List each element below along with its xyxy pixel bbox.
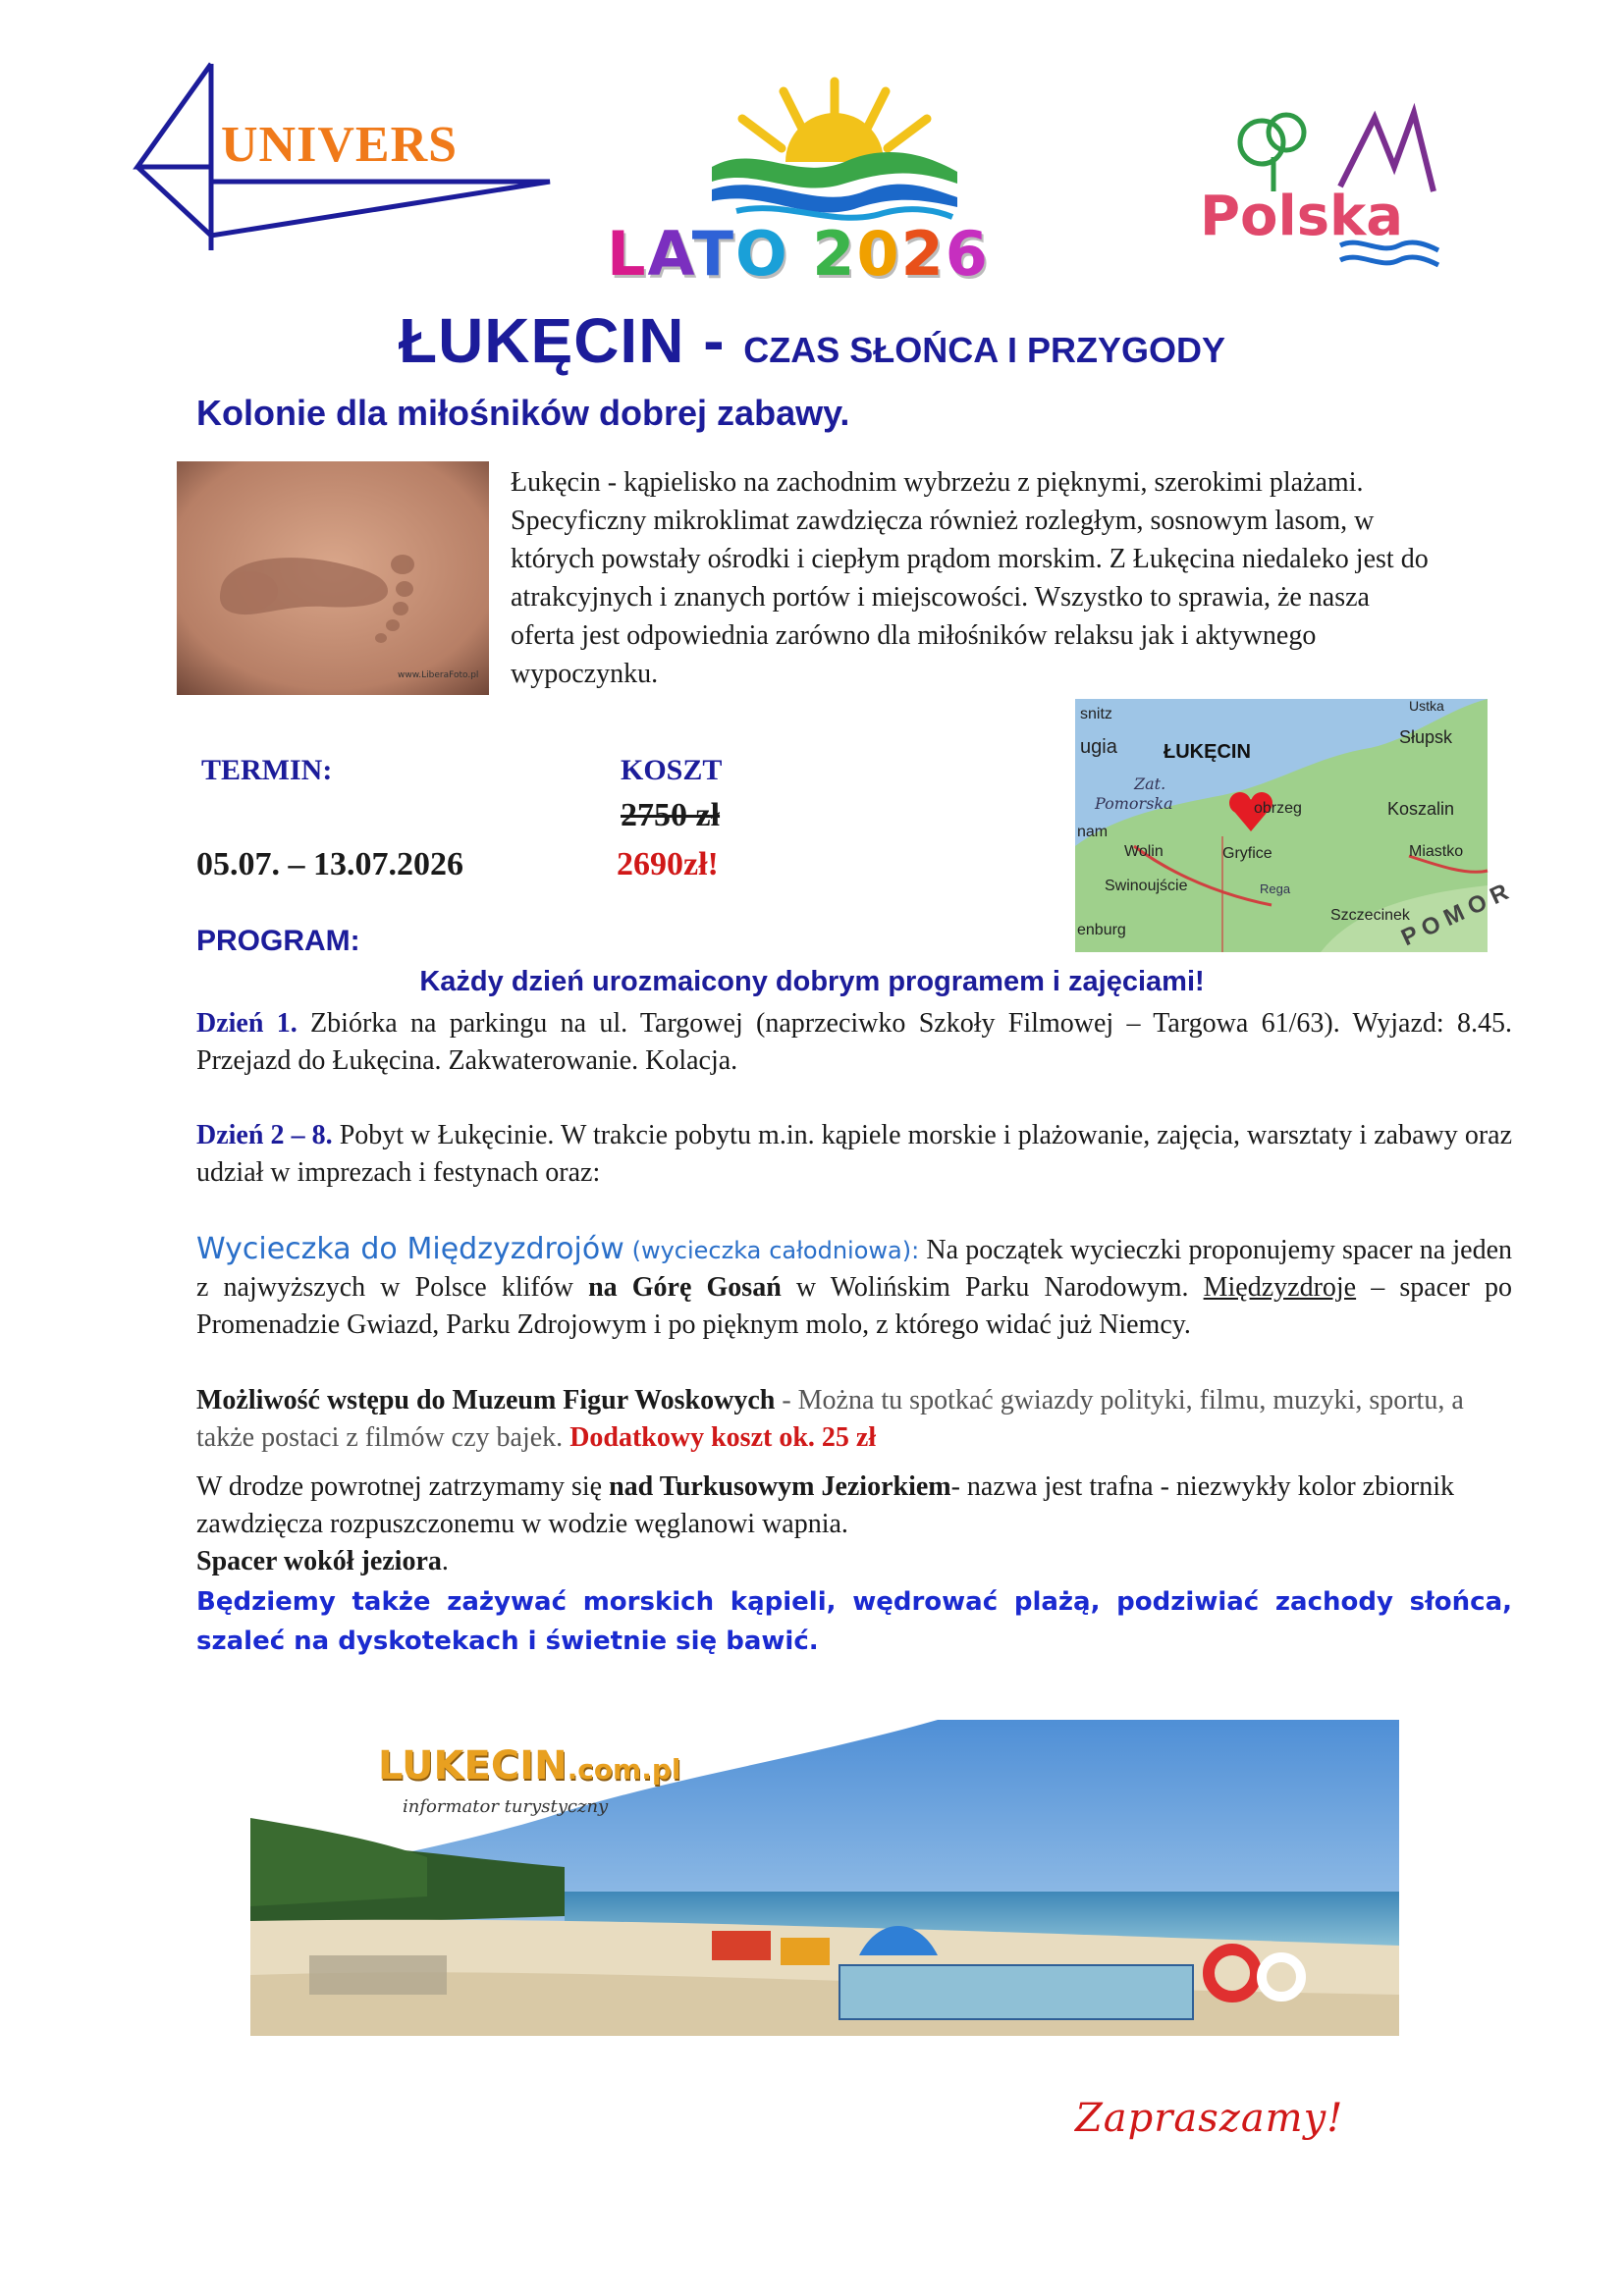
title-tagline: CZAS SŁOŃCA I PRZYGODY bbox=[743, 330, 1225, 370]
return-text: - nazwa jest trafna - niezwykły kolor zbiornik zawdzięcza rozpuszczonemu w wodzie węglanowi wapnia. bbox=[196, 1471, 1454, 1539]
lato-letter: O bbox=[734, 218, 789, 290]
region-map bbox=[1075, 698, 1513, 952]
koszt-label: KOSZT bbox=[621, 754, 723, 786]
return-text: W drodze powrotnej zatrzymamy się bbox=[196, 1471, 610, 1502]
footprint-photo bbox=[177, 461, 489, 695]
lukecin-logo-name: LUKECIN bbox=[378, 1743, 568, 1789]
lato-letter: 6 bbox=[945, 218, 990, 290]
lato-letter bbox=[789, 218, 813, 290]
program-subtitle: Każdy dzień urozmaicony dobrym programem i zajęciami! bbox=[419, 966, 1205, 997]
zapraszamy-text: Zapraszamy! bbox=[1075, 2096, 1344, 2141]
map-label: snitz bbox=[1080, 706, 1112, 722]
map-label: Pomorska bbox=[1095, 794, 1173, 813]
map-label: Zat. bbox=[1134, 774, 1166, 793]
lato-letter: 2 bbox=[812, 218, 857, 290]
map-label: nam bbox=[1077, 824, 1109, 840]
excursion-text: w Wolińskim Parku Narodowym. bbox=[781, 1272, 1204, 1303]
day-1-paragraph bbox=[196, 1005, 1512, 1080]
excursion-bold: na Górę Gosań bbox=[588, 1272, 782, 1303]
walk-text: Spacer wokół jeziora bbox=[196, 1546, 442, 1576]
map-label: Gryfice bbox=[1222, 845, 1272, 862]
lukecin-logo bbox=[378, 1743, 681, 1789]
map-label: ŁUKĘCIN bbox=[1164, 741, 1251, 763]
museum-paragraph bbox=[196, 1382, 1512, 1457]
sun-logo-graphic bbox=[707, 74, 962, 231]
map-label: Szczecinek bbox=[1330, 907, 1410, 924]
page-title bbox=[0, 304, 1624, 377]
walk-dot: . bbox=[441, 1546, 449, 1576]
excursion-paragraph bbox=[196, 1231, 1512, 1344]
title-main: ŁUKĘCIN - bbox=[398, 305, 744, 376]
map-label: Słupsk bbox=[1399, 727, 1453, 747]
lato-2026-logo bbox=[607, 218, 990, 290]
new-price: 2690zł! bbox=[617, 846, 719, 882]
excursion-title: Wycieczka do Międzyzdrojów bbox=[196, 1232, 624, 1266]
excursion-subtitle: (wycieczka całodniowa): bbox=[623, 1237, 920, 1264]
excursion-text: – spacer po Promenadzie Gwiazd, Parku Zdrojowym i po pięknym molo, z którego widać już Niemcy. bbox=[196, 1272, 1512, 1340]
closing-paragraph: Będziemy także zażywać morskich kąpieli, wędrować plażą, podziwiać zachody słońca, szaleć na dyskotekach i świetnie się bawić. bbox=[196, 1587, 1512, 1656]
program-label: PROGRAM: bbox=[196, 925, 360, 957]
day-1-label: Dzień 1. bbox=[196, 1008, 298, 1039]
map-label: obrzeg bbox=[1254, 800, 1302, 817]
polska-logo-text: Polska bbox=[1200, 185, 1404, 248]
lato-letter: 2 bbox=[900, 218, 946, 290]
footprint-watermark: www.LiberaFoto.pl bbox=[398, 670, 479, 680]
page-subtitle: Kolonie dla miłośników dobrej zabawy. bbox=[196, 393, 850, 433]
lukecin-tagline: informator turystyczny bbox=[403, 1796, 609, 1817]
lukecin-logo-domain: .com.pl bbox=[567, 1753, 681, 1786]
walk-line bbox=[196, 1543, 1512, 1580]
lato-letter: T bbox=[691, 218, 735, 290]
museum-text: - Można tu spotkać gwiazdy polityki, filmu, muzyki, sportu, a także postaci z filmów czy bajek. bbox=[196, 1385, 1464, 1453]
map-label: Swinoujście bbox=[1105, 878, 1188, 894]
map-label: Miastko bbox=[1409, 843, 1464, 860]
old-price: 2750 zł bbox=[621, 797, 721, 833]
day-2-8-paragraph bbox=[196, 1117, 1512, 1192]
map-label: Ustka bbox=[1409, 698, 1444, 714]
map-label: ugia bbox=[1080, 736, 1117, 758]
museum-bold: Możliwość wstępu do Muzeum Figur Woskowych bbox=[196, 1385, 776, 1415]
map-label: P O M O R bbox=[1397, 879, 1513, 952]
map-label: Rega bbox=[1260, 881, 1291, 896]
univers-logo-text: UNIVERS bbox=[221, 117, 459, 173]
intro-paragraph: Łukęcin - kąpielisko na zachodnim wybrzeżu z pięknymi, szerokimi plażami. Specyficzny mikroklimat zawdzięcza również rozległym, sosnowym lasom, w których powstały ośrodki i ciepłym prądom morskim. Z Łukęcina niedaleko jest do atrakcyjnych i znanych portów i miejscowości. Wszystko to sprawia, że nasza oferta jest odpowiednia zarówno dla miłośników relaksu jak i aktywnego wypoczynku. bbox=[511, 467, 1429, 689]
miedzyzdroje-underlined: Międzyzdroje bbox=[1203, 1272, 1357, 1303]
day-2-8-label: Dzień 2 – 8. bbox=[196, 1120, 333, 1150]
day-1-text: Zbiórka na parkingu na ul. Targowej (naprzeciwko Szkoły Filmowej – Targowa 61/63). Wyjazd: 8.45. Przejazd do Łukęcina. Zakwaterowanie. Kolacja. bbox=[196, 1008, 1512, 1076]
map-label: Koszalin bbox=[1387, 799, 1455, 819]
return-bold: nad Turkusowym Jeziorkiem bbox=[609, 1471, 951, 1502]
excursion-text: Na początek wycieczki proponujemy spacer na jeden z najwyższych w Polsce klifów bbox=[196, 1235, 1512, 1303]
map-label: Wolin bbox=[1124, 843, 1164, 860]
museum-cost: Dodatkowy koszt ok. 25 zł bbox=[569, 1422, 877, 1453]
day-2-8-text: Pobyt w Łukęcinie. W trakcie pobytu m.in. kąpiele morskie i plażowanie, zajęcia, warsztaty i zabawy oraz udział w imprezach i festynach oraz: bbox=[196, 1120, 1513, 1188]
trip-dates: 05.07. – 13.07.2026 bbox=[196, 846, 463, 882]
termin-label: TERMIN: bbox=[201, 754, 333, 786]
map-label: enburg bbox=[1077, 922, 1126, 938]
lato-letter: L bbox=[607, 218, 648, 290]
lato-letter: A bbox=[647, 218, 692, 290]
lato-letter: 0 bbox=[856, 218, 901, 290]
return-paragraph bbox=[196, 1468, 1512, 1543]
